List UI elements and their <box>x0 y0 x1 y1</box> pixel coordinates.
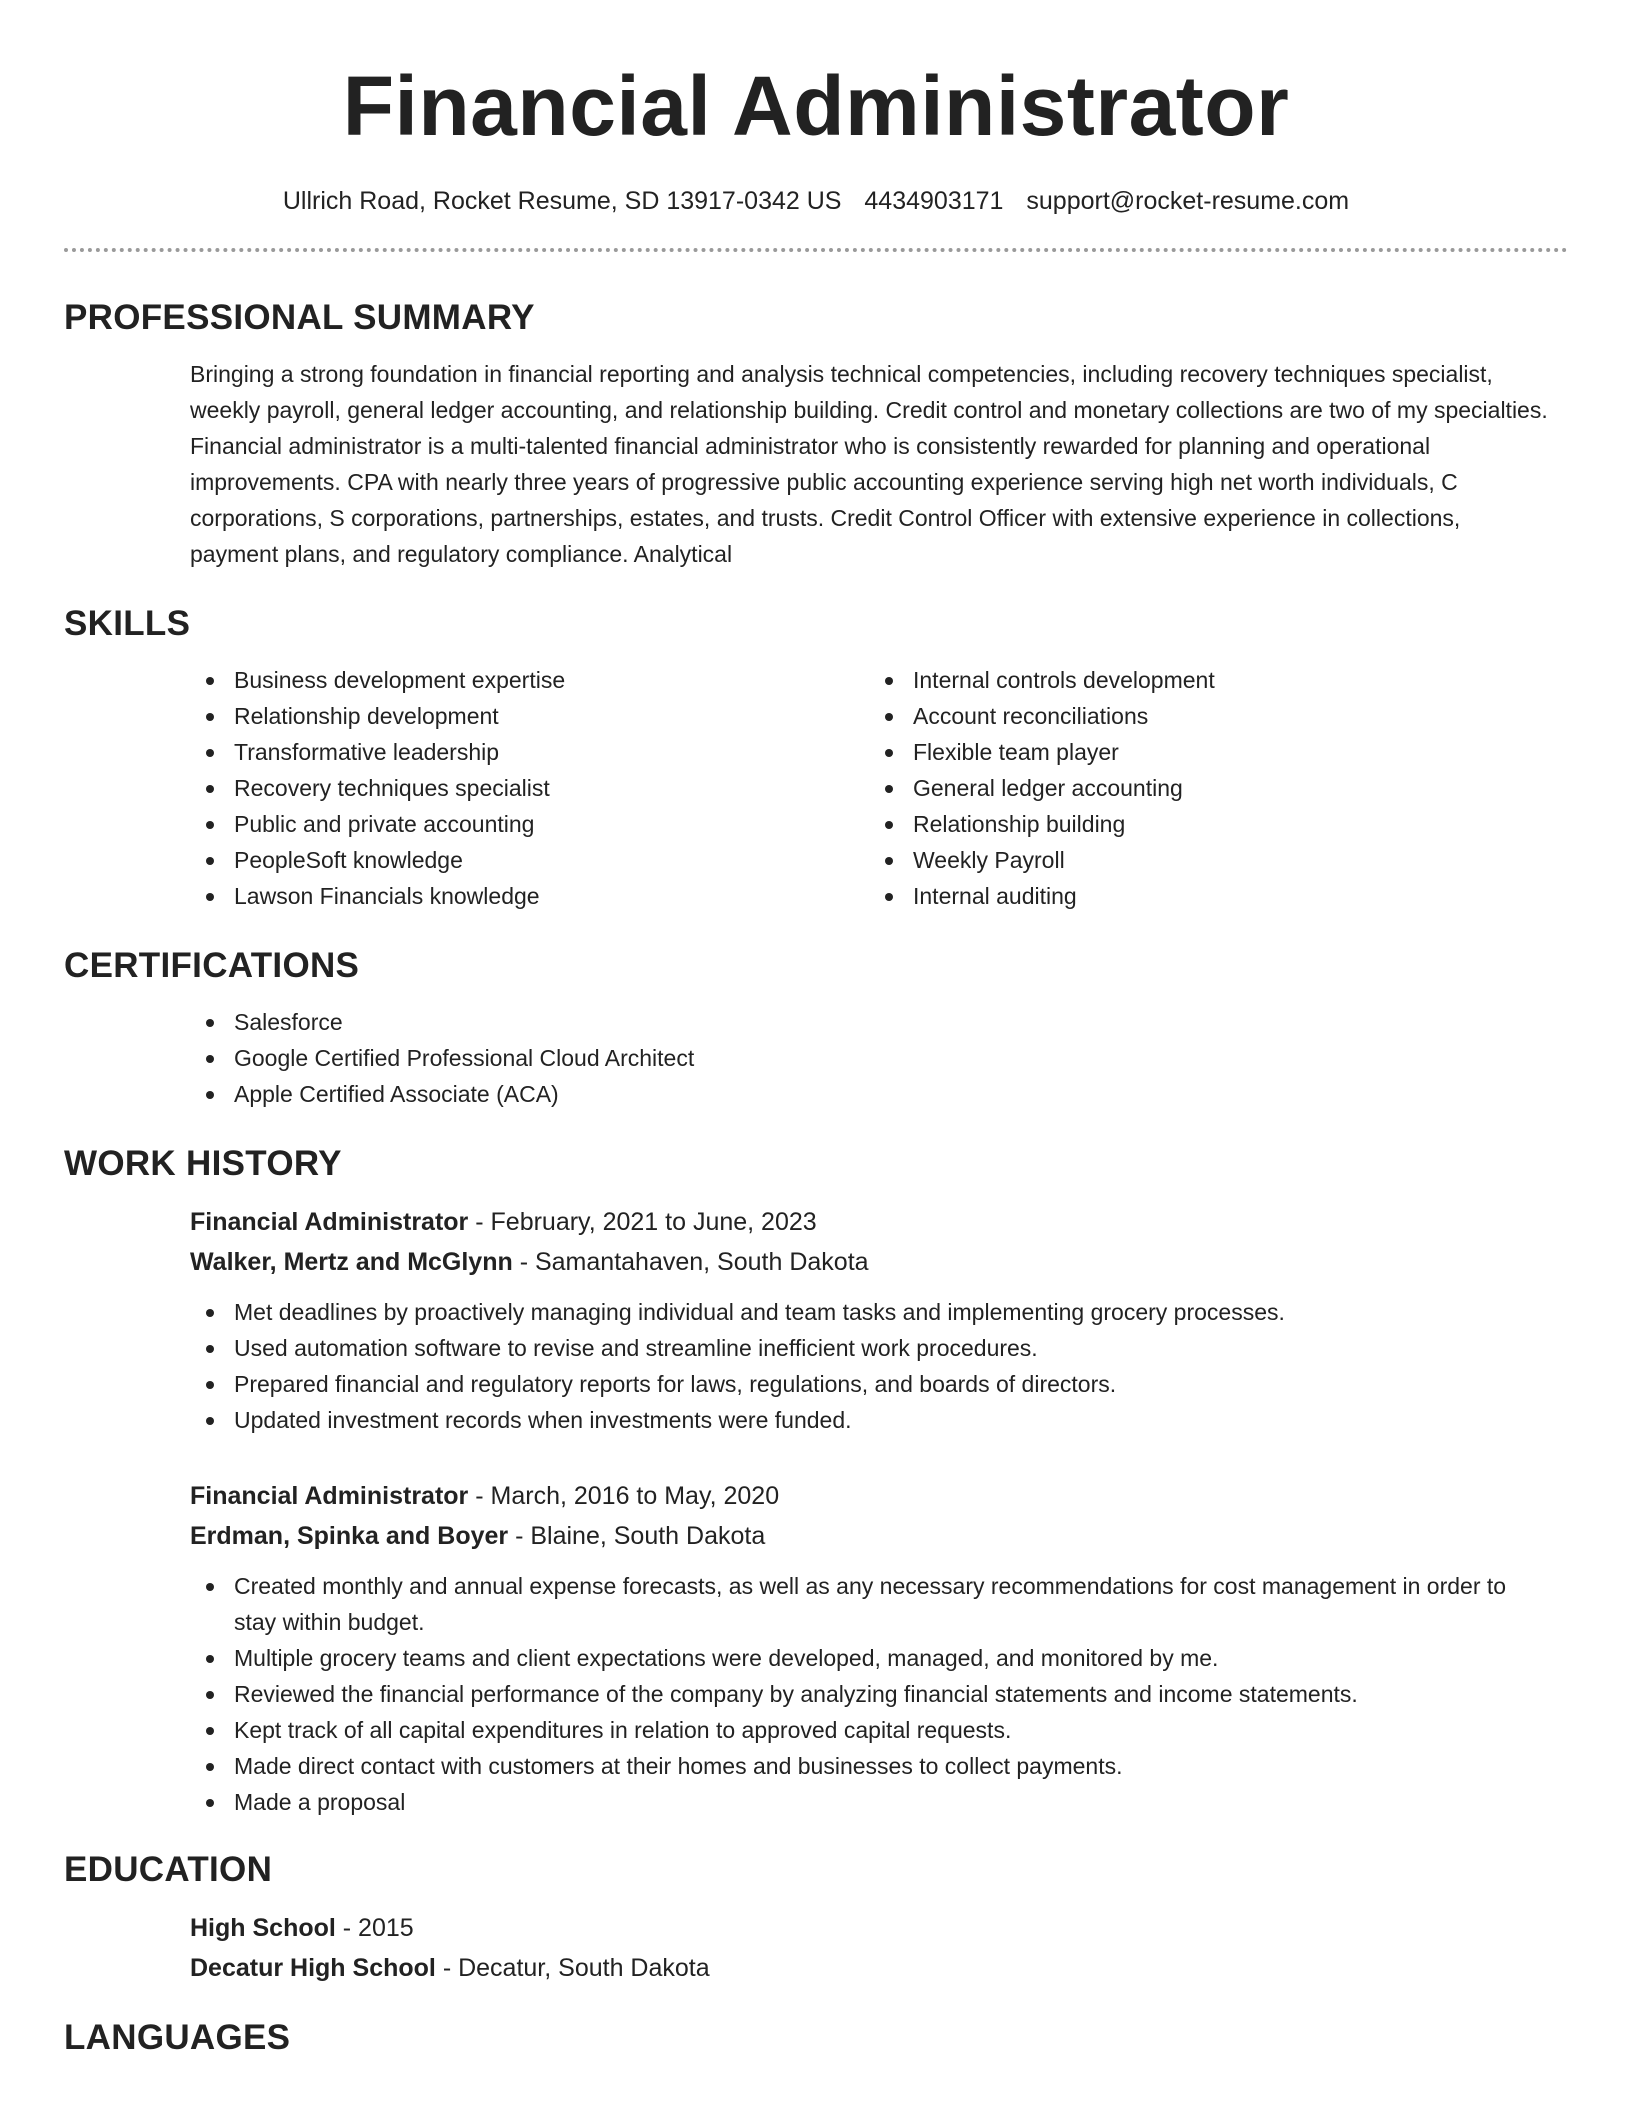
education-school: Decatur High School <box>190 1954 436 1982</box>
job-bullet: Met deadlines by proactively managing individual and team tasks and implementing grocery processes. <box>190 1294 1548 1330</box>
skill-item: Recovery techniques specialist <box>190 770 869 806</box>
job-bullet: Kept track of all capital expenditures in relation to approved capital requests. <box>190 1712 1548 1748</box>
certification-item: Salesforce <box>190 1004 1548 1040</box>
job-bullet: Reviewed the financial performance of the company by analyzing financial statements and income statements. <box>190 1676 1548 1712</box>
contact-email: support@rocket-resume.com <box>1026 187 1350 215</box>
job-bullet: Prepared financial and regulatory reports for laws, regulations, and boards of directors. <box>190 1366 1548 1402</box>
job-company-line <box>190 1242 1548 1282</box>
skill-item: Business development expertise <box>190 662 869 698</box>
job-role-line <box>190 1476 1548 1516</box>
job-role: Financial Administrator <box>190 1482 469 1510</box>
certifications-list <box>190 1004 1548 1112</box>
job-role: Financial Administrator <box>190 1208 469 1236</box>
education-location: - Decatur, South Dakota <box>435 1954 710 1982</box>
job-company-line <box>190 1516 1548 1556</box>
certification-item: Google Certified Professional Cloud Architect <box>190 1040 1548 1076</box>
skill-item: Public and private accounting <box>190 806 869 842</box>
job-bullet: Made a proposal <box>190 1784 1548 1820</box>
languages-section <box>64 2016 1568 2060</box>
job-bullet: Multiple grocery teams and client expectations were developed, managed, and monitored by me. <box>190 1640 1548 1676</box>
job-dates: - February, 2021 to June, 2023 <box>468 1208 817 1236</box>
education-section <box>64 1848 1568 1988</box>
job-entry <box>190 1202 1548 1438</box>
summary-text: Bringing a strong foundation in financial reporting and analysis technical competencies, including recovery techniques specialist, weekly payroll, general ledger accounting, and relationship building. Credit control and monetary collections are two of my specialties. Financial administrator is a multi-talented financial administrator who is consistently rewarded for planning and operational improvements. CPA with nearly three years of progressive public accounting experience serving high net worth individuals, C corporations, S corporations, partnerships, estates, and trusts. Credit Control Officer with extensive experience in collections, payment plans, and regulatory compliance. Analytical <box>190 361 1548 567</box>
skills-column-right <box>869 662 1548 914</box>
languages-title: LANGUAGES <box>64 2018 291 2057</box>
skill-item: General ledger accounting <box>869 770 1548 806</box>
job-dates: - March, 2016 to May, 2020 <box>468 1482 780 1510</box>
job-bullet: Made direct contact with customers at their homes and businesses to collect payments. <box>190 1748 1548 1784</box>
education-entry <box>190 1908 1548 1988</box>
education-year: - 2015 <box>335 1914 414 1942</box>
education-school-line <box>190 1948 1548 1988</box>
job-location: - Samantahaven, South Dakota <box>512 1248 869 1276</box>
skill-item: Weekly Payroll <box>869 842 1548 878</box>
job-role-line <box>190 1202 1548 1242</box>
skill-item: Relationship building <box>869 806 1548 842</box>
certifications-title: CERTIFICATIONS <box>64 946 360 985</box>
work-history-section <box>64 1142 1568 1820</box>
skills-title: SKILLS <box>64 604 191 643</box>
skill-item: Internal auditing <box>869 878 1548 914</box>
job-bullets <box>190 1568 1548 1820</box>
job-company: Walker, Mertz and McGlynn <box>190 1248 513 1276</box>
skill-item: Lawson Financials knowledge <box>190 878 869 914</box>
work-history-title: WORK HISTORY <box>64 1144 342 1183</box>
contact-line <box>64 184 1568 218</box>
skill-item: Flexible team player <box>869 734 1548 770</box>
education-title: EDUCATION <box>64 1850 273 1889</box>
contact-address: Ullrich Road, Rocket Resume, SD 13917-0342 US <box>282 187 842 215</box>
certification-item: Apple Certified Associate (ACA) <box>190 1076 1548 1112</box>
skills-section <box>64 602 1568 914</box>
skills-grid <box>190 662 1548 914</box>
skill-item: Internal controls development <box>869 662 1548 698</box>
job-location: - Blaine, South Dakota <box>508 1522 766 1550</box>
summary-title: PROFESSIONAL SUMMARY <box>64 298 535 337</box>
header-divider <box>64 248 1568 252</box>
job-company: Erdman, Spinka and Boyer <box>190 1522 509 1550</box>
skill-item: Account reconciliations <box>869 698 1548 734</box>
job-bullet: Used automation software to revise and streamline inefficient work procedures. <box>190 1330 1548 1366</box>
skill-item: Relationship development <box>190 698 869 734</box>
job-entry <box>190 1476 1548 1820</box>
candidate-name: Financial Administrator <box>342 59 1290 153</box>
job-bullets <box>190 1294 1548 1438</box>
skill-item: Transformative leadership <box>190 734 869 770</box>
contact-phone: 4434903171 <box>864 187 1004 215</box>
summary-section <box>64 296 1568 572</box>
certifications-section <box>64 944 1568 1112</box>
skill-item: PeopleSoft knowledge <box>190 842 869 878</box>
skills-column-left <box>190 662 869 914</box>
education-degree: High School <box>190 1914 336 1942</box>
job-bullet: Updated investment records when investments were funded. <box>190 1402 1548 1438</box>
job-bullet: Created monthly and annual expense forecasts, as well as any necessary recommendations for cost management in order to stay within budget. <box>190 1568 1548 1640</box>
education-degree-line <box>190 1908 1548 1948</box>
